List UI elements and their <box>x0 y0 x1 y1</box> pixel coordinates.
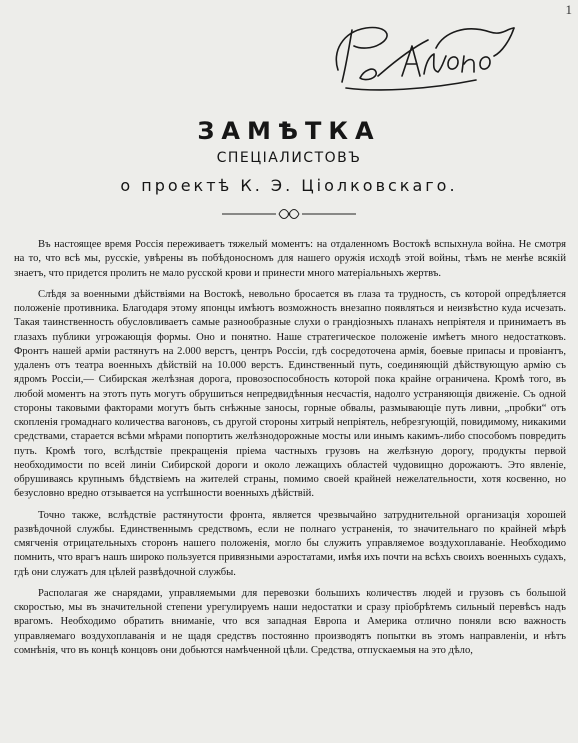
paragraph: Въ настоящее время Россія переживаетъ тяжелый моментъ: на отдаленномъ Востокѣ вспыхнула война. Не смотря на то, что всѣ мы, русскіе, увѣрены въ побѣдоносномъ для нашего оружія исходѣ этой войны, тѣмъ не менѣе всякій знаетъ, что придется пролить не мало русской крови и принести много матеріальныхъ жертвъ. <box>14 239 566 279</box>
paragraph: Точно также, вслѣдствіе растянутости фронта, является чрезвычайно затруднительной организація хорошей развѣдочной службы. Единственнымъ средствомъ, если не полнаго устраненія, то значительнаго по крайней мѣрѣ смягченія отрицательныхъ сторонъ нашего положенія, могло бы служить управляемое воздухоплаваніе. Необходимо помнить, что врагъ нашъ широко пользуется привязными аэростатами, имѣя ихъ почти на всѣхъ своихъ военныхъ судахъ, гдѣ они служатъ для цѣлей развѣдочной службы. <box>14 509 566 578</box>
body-text <box>14 238 566 658</box>
document-subtitle-specialists: СПЕЦІАЛИСТОВЪ <box>216 150 362 166</box>
document-title: ЗАМѢТКА <box>197 117 381 145</box>
page-number: 1 <box>565 2 572 17</box>
handwritten-signature <box>316 18 526 98</box>
title-ornament <box>222 207 356 221</box>
paragraph: Располагая же снарядами, управляемыми для перевозки большихъ количествъ людей и грузовъ съ большой скоростью, мы въ значительной степени урегулируемъ наши недостатки и сразу пріобрѣтемъ сильный перевѣсъ надъ врагомъ. Необходимо обратить вниманіе, что вся западная Европа и Америка отлично поняли всю важность управляемаго воздухоплаванія и не щадя средствъ постоянно производятъ попытки въ этомъ направленіи, и нѣтъ сомнѣнія, что въ концѣ концовъ они добьются намѣченной цѣли. Средства, отпускаемыя на это дѣло, <box>14 587 566 656</box>
paragraph: Слѣдя за военными дѣйствіями на Востокѣ, невольно бросается въ глаза та трудность, съ которой опредѣляется положеніе противника. Благодаря этому японцы имѣютъ возможность внезапно появляться и неизвѣстно куда исчезать. Такая таинственность обусловливаетъ самые разнообразные слухи о грандіозныхъ планахъ непріятеля и принимаетъ въ глазахъ публики угрожающія формы. Оно и понятно. Наше стратегическое положеніе имѣетъ много недостатковъ. Фронтъ нашей арміи растянутъ на 2.000 верстъ, центръ Россіи, гдѣ сосредоточена армія, боевые припасы и провіантъ, удаленъ отъ театра военныхъ дѣйствій на 10.000 верстъ. Единственный путь, соединяющій дѣйствующую армію съ ядромъ Россіи,— Сибирская желѣзная дорога, провозоспособность которой пока крайне ограничена. Кромѣ того, въ любой моментъ на этотъ путь могутъ обрушиться непредвидѣнныя несчастія, надолго устраняющія движеніе. Съ одной стороны таковыми факторами могутъ быть снѣжные заносы, горные обвалы, размывающіе путь ливни, „пробки“ отъ скопленія громаднаго количества вагоновъ, съ другой стороны хитрый непріятель, небрезгующій, повидимому, никакими средствами, старается всѣми мѣрами попортить желѣзнодорожные мосты или инымъ какимъ-либо способомъ повредить путь. Кромѣ того, вслѣдствіе прекращенія пріема частныхъ грузовъ на желѣзную дорогу, продукты первой необходимости по всей линіи Сибирской дороги и около лежащихъ областей чудовищно дорожаютъ. Это явленіе, обрушиваясь крупнымъ бѣдствіемъ на жителей страны, помимо своей крайней нежелательности, хотя косвенно, но безусловно вредно отзывается на успѣшности военныхъ дѣйствій. <box>14 288 566 500</box>
document-subtitle-project: о проектѣ К. Э. Ціолковскаго. <box>120 176 458 195</box>
